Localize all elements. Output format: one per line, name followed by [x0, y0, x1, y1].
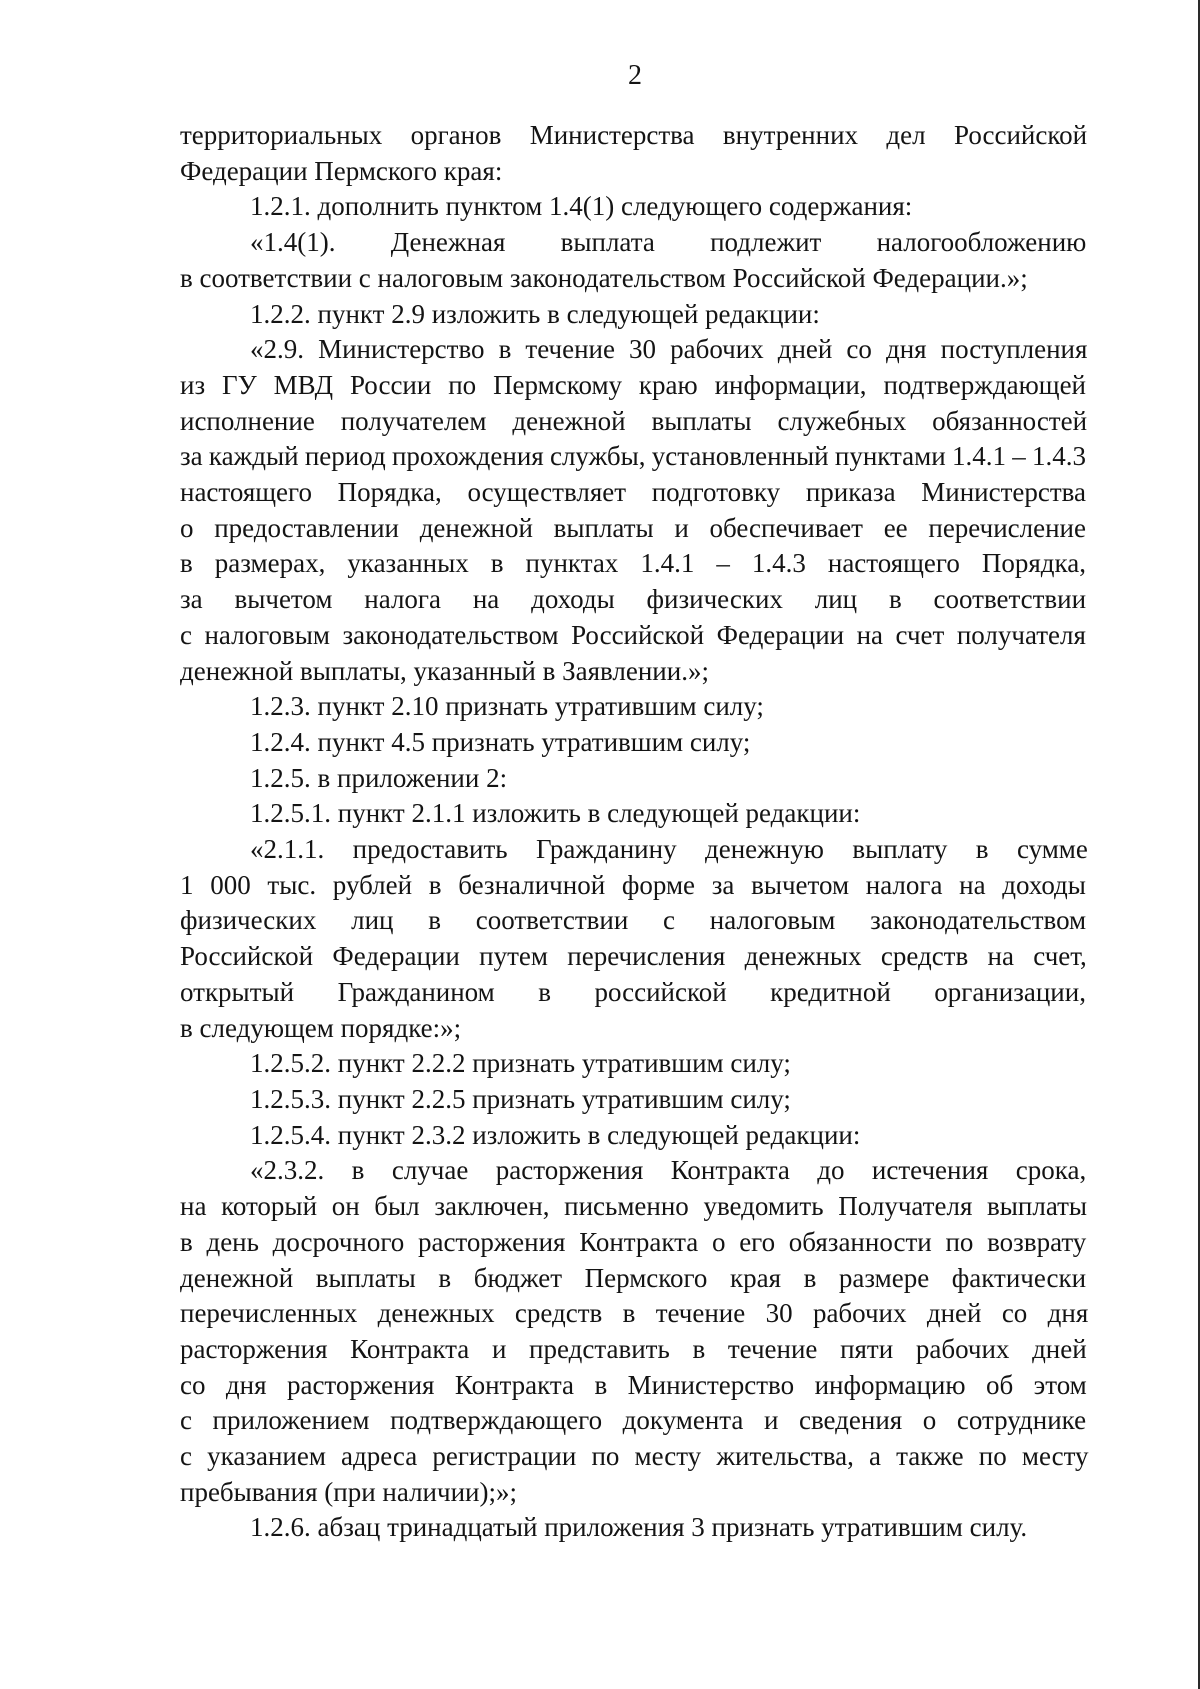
document-text-line: Федерации Пермского края: [180, 155, 503, 186]
document-text-line: 1.2.5.1. пункт 2.1.1 изложить в следующей редакции: [250, 798, 861, 829]
document-text-line: в день досрочного расторжения Контракта о его обязанности по возврату [180, 1226, 1087, 1257]
document-text-line: «1.4(1). Денежная выплата подлежит налогообложению [250, 227, 1087, 258]
document-text-line: денежной выплаты в бюджет Пермского края в размере фактически [180, 1262, 1087, 1293]
document-text-line: 1.2.2. пункт 2.9 изложить в следующей редакции: [250, 298, 820, 329]
document-text-line: в следующем порядке:»; [180, 1012, 462, 1043]
document-text-line: с указанием адреса регистрации по месту жительства, а также по месту [180, 1441, 1089, 1472]
document-text-line: в размерах, указанных в пунктах 1.4.1 – 1.4.3 настоящего Порядка, [180, 548, 1086, 579]
page-number: 2 [628, 60, 642, 91]
document-text-line: со дня расторжения Контракта в Министерство информацию об этом [180, 1369, 1087, 1400]
document-text-line: пребывания (при наличии);»; [180, 1476, 517, 1507]
document-text-line: 1.2.1. дополнить пунктом 1.4(1) следующего содержания: [250, 191, 913, 222]
document-text-line: перечисленных денежных средств в течение 30 рабочих дней со дня [180, 1298, 1089, 1329]
document-text-line: на который он был заключен, письменно уведомить Получателя выплаты [180, 1191, 1088, 1222]
document-text-line: территориальных органов Министерства внутренних дел Российской [180, 120, 1088, 150]
document-text-line: за вычетом налога на доходы физических лиц в соответствии [180, 584, 1087, 615]
document-text-line: денежной выплаты, указанный в Заявлении.»; [180, 655, 709, 686]
document-text-line: открытый Гражданином в российской кредитной организации, [180, 976, 1086, 1007]
document-text-line: Российской Федерации путем перечисления денежных средств на счет, [180, 941, 1087, 972]
document-text-line: 1.2.5. в приложении 2: [250, 762, 508, 793]
document-text-line: за каждый период прохождения службы, установленный пунктами 1.4.1 – 1.4.3 [180, 441, 1086, 472]
document-text-line: 1.2.5.3. пункт 2.2.5 признать утратившим силу; [250, 1083, 791, 1114]
document-text-line: настоящего Порядка, осуществляет подготовку приказа Министерства [180, 477, 1087, 508]
document-text-line: 1.2.5.4. пункт 2.3.2 изложить в следующей редакции: [250, 1119, 861, 1150]
document-text-line: о предоставлении денежной выплаты и обеспечивает ее перечисление [180, 512, 1086, 543]
document-text-line: с налоговым законодательством Российской Федерации на счет получателя [180, 619, 1086, 650]
document-text-line: исполнение получателем денежной выплаты служебных обязанностей [180, 405, 1088, 436]
document-text-line: 1.2.4. пункт 4.5 признать утратившим силу; [250, 726, 751, 757]
document-text-line: из ГУ МВД России по Пермскому краю информации, подтверждающей [180, 369, 1087, 400]
document-text-line: «2.3.2. в случае расторжения Контракта до истечения срока, [250, 1155, 1087, 1186]
document-text-line: в соответствии с налоговым законодательством Российской Федерации.»; [180, 262, 1028, 293]
document-text-line: «2.9. Министерство в течение 30 рабочих дней со дня поступления [250, 334, 1088, 365]
document-text-line: 1 000 тыс. рублей в безналичной форме за вычетом налога на доходы [180, 869, 1086, 900]
document-text-line: 1.2.6. абзац тринадцатый приложения 3 признать утратившим силу. [250, 1512, 1028, 1543]
document-text-line: 1.2.5.2. пункт 2.2.2 признать утратившим силу; [250, 1048, 791, 1079]
document-text-line: с приложением подтверждающего документа и сведения о сотруднике [180, 1405, 1087, 1436]
document-text-line: «2.1.1. предоставить Гражданину денежную выплату в сумме [250, 834, 1088, 865]
document-text-line: расторжения Контракта и представить в течение пяти рабочих дней [180, 1333, 1087, 1364]
document-body [180, 118, 1089, 1546]
document-text-line: физических лиц в соответствии с налоговым законодательством [180, 905, 1087, 936]
document-text-line: 1.2.3. пункт 2.10 признать утратившим силу; [250, 691, 764, 722]
